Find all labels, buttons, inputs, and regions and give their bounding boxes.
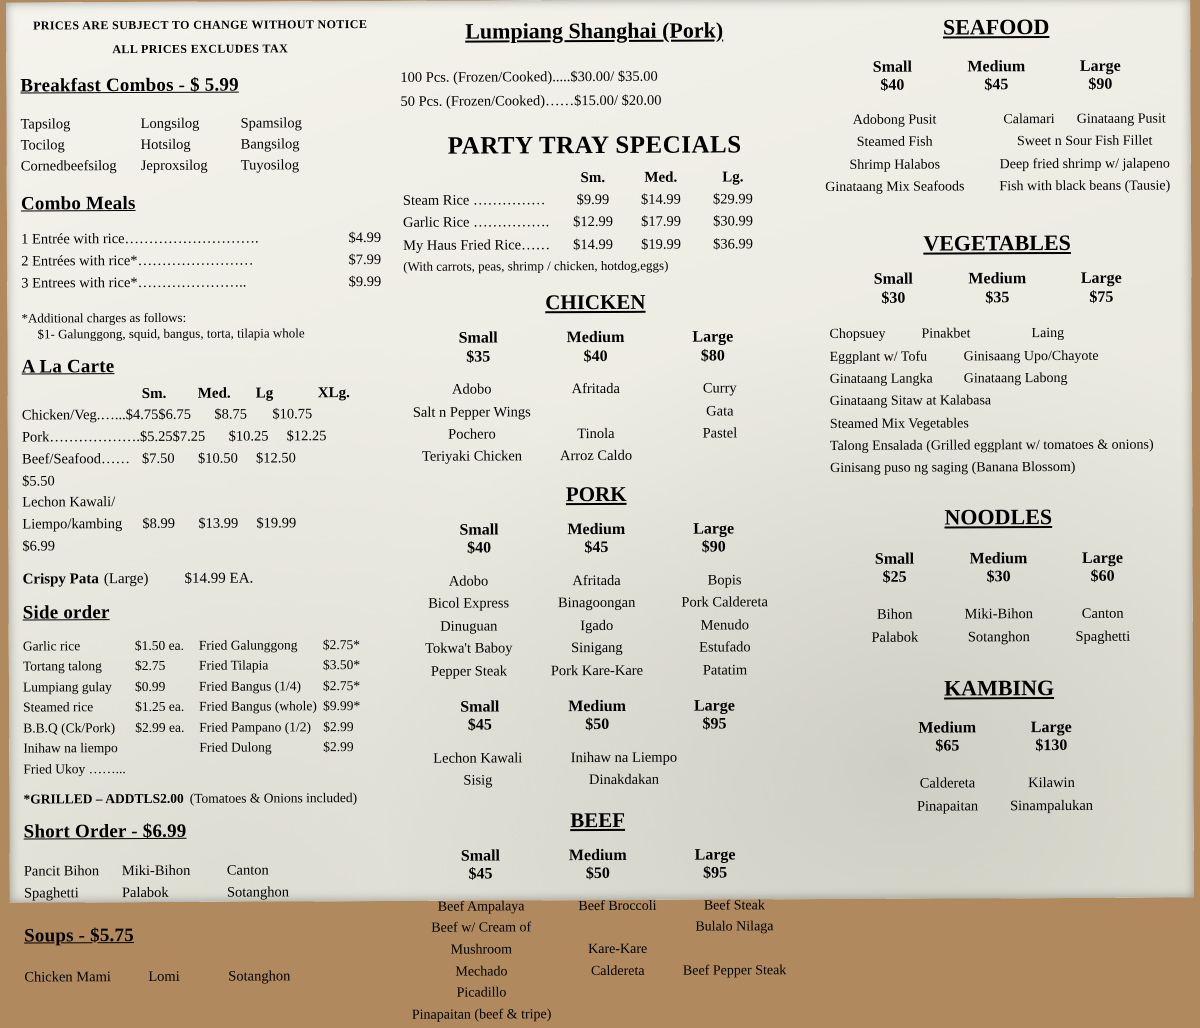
party-med: $17.99 — [625, 211, 697, 234]
breakfast-item: Spamsilog — [241, 113, 381, 135]
chicken-item: Curry — [658, 377, 782, 400]
seafood-size-medium: Medium $45 — [944, 58, 1048, 95]
noodle-item: Bihon — [843, 603, 947, 627]
party-med: $19.99 — [625, 233, 697, 256]
combo-row — [21, 250, 381, 273]
pork-item: Patatim — [661, 659, 789, 682]
chicken-item: Arroz Caldo — [534, 445, 658, 468]
breakfast-item: Hotsilog — [141, 135, 241, 156]
seafood-item: Adobong Pusit — [807, 109, 983, 132]
breakfast-item: Jeproxsilog — [141, 156, 241, 177]
pork-item: Adobo — [405, 570, 533, 593]
seafood-item: Calamari — [1003, 109, 1054, 132]
pork-grilled-item: Dinakdakan — [544, 769, 704, 792]
side-order-price: $2.75* — [323, 676, 360, 697]
side-order-name: Fried Tilapia — [199, 655, 323, 676]
kambing-item: Caldereta — [895, 772, 999, 796]
side-order-name: Fried Dulong — [199, 737, 323, 758]
pork-grilled-item: Sisig — [411, 770, 544, 793]
alacarte-header-xlg: XLg. — [318, 385, 350, 402]
noodle-item: Palabok — [843, 626, 947, 650]
seafood-item: Ginataang Pusit — [1077, 108, 1166, 131]
combo-dots: ………………….. — [138, 272, 247, 294]
kambing-item: Kilawin — [999, 772, 1103, 796]
seafood-item: Fish with black beans (Tausie) — [983, 175, 1187, 198]
side-order-item — [199, 676, 383, 697]
side-order-price: $3.50* — [323, 655, 360, 676]
pork-size-small: Small $40 — [420, 521, 537, 558]
short-order-item: Spaghetti — [24, 883, 122, 905]
side-order-price: $2.75* — [323, 635, 360, 656]
side-order-item — [199, 737, 383, 758]
alacarte-lg: $10.75 — [272, 405, 312, 427]
side-order-name: Lumpiang gulay — [23, 677, 135, 698]
party-header-sm: Sm. — [561, 170, 625, 187]
beef-item: Kare-Kare — [562, 939, 672, 961]
combo-price: $7.99 — [348, 250, 381, 272]
seafood-item: Sweet n Sour Fish Fillet — [983, 131, 1187, 154]
side-order-price: $0.99 — [135, 676, 165, 697]
section-a-la-carte-title: A La Carte — [22, 355, 382, 379]
section-side-order-title: Side order — [23, 600, 383, 624]
alacarte-name: Pork……………….$5.25 — [22, 427, 173, 449]
beef-size-medium: Medium $50 — [539, 847, 656, 884]
vegetable-row: Steamed Mix Vegetables — [830, 412, 1188, 436]
kambing-item: Sinampalukan — [1000, 795, 1104, 819]
combo-price: $4.99 — [348, 228, 381, 250]
alacarte-med: $13.99 — [198, 514, 256, 558]
beef-item: Beef Steak — [673, 895, 796, 917]
party-header-med: Med. — [625, 169, 697, 186]
side-order-name: Tortang talong — [23, 656, 135, 677]
alacarte-name: Beef/Seafood……$5.50 — [22, 449, 142, 493]
beef-size-large: Large $95 — [656, 846, 773, 883]
alacarte-header-sm: Sm. — [142, 386, 198, 403]
pork-item: Bopis — [661, 569, 789, 592]
soup-item: Lomi — [148, 968, 228, 985]
pork-grilled-item: Lechon Kawali — [411, 747, 544, 770]
section-party-tray-title: PARTY TRAY SPECIALS — [395, 131, 795, 161]
short-order-item: Miki-Bihon — [122, 861, 227, 883]
section-seafood-title: SEAFOOD — [806, 13, 1186, 41]
alacarte-row — [22, 513, 382, 558]
pork-grilled-item: Inihaw na Liempo — [544, 746, 704, 769]
side-order-price: $2.99 ea. — [135, 717, 184, 738]
vegetable-item: Ginataang Langka — [830, 368, 964, 391]
side-order-name: Fried Ukoy ……... — [23, 759, 135, 780]
combo-footnote-1: *Additional charges as follows: — [21, 309, 381, 327]
breakfast-item: Bangsilog — [241, 134, 381, 156]
section-soups-title: Soups - $5.75 — [24, 924, 384, 948]
alacarte-med: $8.75 — [214, 405, 272, 427]
breakfast-item: Tocilog — [21, 135, 141, 157]
alacarte-row — [22, 426, 382, 449]
combo-row — [21, 228, 381, 251]
beef-item: Mechado — [400, 961, 562, 983]
side-order-name: Fried Pampano (1/2) — [199, 717, 323, 738]
party-header-lg: Lg. — [697, 169, 769, 186]
pork-item: Binagoongan — [533, 592, 661, 615]
side-order-name: B.B.Q (Ck/Pork) — [23, 718, 135, 739]
kambing-size-medium: Medium $65 — [895, 719, 999, 756]
party-tray-row — [403, 233, 795, 257]
side-order-name: Fried Bangus (1/4) — [199, 676, 323, 697]
party-sm: $9.99 — [561, 189, 625, 212]
vegetable-item: Ginisaang Upo/Chayote — [964, 345, 1099, 368]
side-order-name: Garlic rice — [23, 636, 135, 657]
section-short-order-title: Short Order - $6.99 — [24, 820, 384, 844]
side-order-name: Inihaw na liempo — [23, 738, 135, 759]
menu-column-left — [20, 1, 384, 986]
vegetable-item: Ginataang Labong — [964, 368, 1068, 391]
alacarte-lg: $12.25 — [287, 426, 327, 448]
section-breakfast-combos-title: Breakfast Combos - $ 5.99 — [20, 74, 380, 98]
lumpia-row: 50 Pcs. (Frozen/Cooked)……$15.00/ $20.00 — [400, 89, 794, 115]
chicken-item: Afritada — [534, 378, 658, 401]
beef-item: Pinapaitan (beef & tripe) — [400, 1004, 562, 1026]
section-noodles-title: NOODLES — [808, 503, 1188, 531]
alacarte-sm: $8.99 — [142, 514, 198, 558]
vegetable-row — [829, 323, 1187, 347]
vegetable-item: Eggplant w/ Tofu — [830, 346, 964, 369]
section-beef-title: BEEF — [398, 807, 798, 834]
side-order-price: $9.99* — [323, 696, 360, 717]
alacarte-header-med: Med. — [198, 386, 256, 403]
combo-label: 3 Entrees with rice* — [21, 273, 137, 295]
chicken-item: Pochero — [410, 423, 534, 446]
vegetable-item: Chopsuey — [829, 324, 921, 347]
side-order-item — [199, 717, 383, 738]
beef-size-small: Small $45 — [422, 847, 539, 884]
side-order-price: $1.25 ea. — [135, 697, 184, 718]
party-lg: $30.99 — [697, 211, 769, 234]
vegetable-row — [830, 345, 1188, 369]
alacarte-row — [22, 491, 382, 514]
chicken-size-large: Large $80 — [654, 329, 771, 366]
beef-item: Beef Broccoli — [562, 895, 672, 917]
side-order-item — [23, 738, 199, 759]
party-name: My Haus Fried Rice…… — [403, 234, 561, 257]
party-tray-note: (With carrots, peas, shrimp / chicken, hotdog,eggs) — [403, 257, 795, 275]
side-order-price: $2.99 — [323, 737, 353, 758]
chicken-size-small: Small $35 — [419, 330, 536, 367]
seafood-size-large: Large $90 — [1048, 58, 1152, 95]
pork-item: Afritada — [533, 569, 661, 592]
combo-dots: ………………………. — [125, 229, 259, 251]
soup-item: Chicken Mami — [24, 969, 148, 987]
side-order-name: Fried Galunggong — [199, 635, 323, 656]
beef-item: Picadillo — [400, 982, 562, 1004]
pork-item: Sinigang — [533, 637, 661, 660]
chicken-item: Pastel — [658, 422, 782, 445]
menu-page — [6, 0, 1194, 903]
crispy-pata-size: (Large) — [104, 571, 149, 588]
alacarte-sm: $7.25 — [173, 427, 229, 449]
alacarte-sm: $6.75 — [158, 405, 214, 427]
side-order-item — [199, 634, 383, 655]
combo-label: 1 Entrée with rice — [21, 229, 125, 251]
noodles-size-medium: Medium $30 — [946, 550, 1050, 587]
pork-grilled-size-medium: Medium $50 — [538, 698, 655, 735]
breakfast-item: Tapsilog — [21, 114, 141, 136]
price-notice-line1: PRICES ARE SUBJECT TO CHANGE WITHOUT NOTICE — [20, 17, 380, 34]
section-lumpia-title: Lumpiang Shanghai (Pork) — [394, 17, 794, 45]
beef-item: Beef w/ Cream of Mushroom — [400, 917, 562, 961]
pork-item: Estufado — [661, 636, 789, 659]
side-order-item — [199, 696, 383, 717]
noodle-item: Canton — [1051, 602, 1155, 626]
alacarte-name: Lechon Kawali/ — [22, 492, 142, 514]
noodle-item: Sotanghon — [947, 626, 1051, 650]
pork-item: Igado — [533, 614, 661, 637]
vegetable-item: Pinakbet — [921, 323, 1031, 346]
pork-size-medium: Medium $45 — [538, 521, 655, 558]
side-order-name: Fried Bangus (whole) — [199, 696, 323, 717]
alacarte-lg: $19.99 — [256, 513, 296, 557]
pork-grilled-size-small: Small $45 — [421, 698, 538, 735]
short-order-item: Palabok — [122, 883, 227, 905]
side-order-item — [23, 676, 199, 697]
crispy-pata-price: $14.99 EA. — [184, 570, 253, 587]
party-med: $14.99 — [625, 188, 697, 211]
side-order-item — [23, 656, 199, 677]
chicken-item: Teriyaki Chicken — [410, 446, 534, 469]
chicken-item: Tinola — [534, 423, 658, 446]
soup-item: Sotanghon — [228, 968, 384, 986]
party-name: Garlic Rice ……………. — [403, 211, 561, 234]
alacarte-name: Chicken/Veg.…...$4.75 — [22, 405, 159, 427]
alacarte-row — [22, 404, 382, 427]
side-order-item — [23, 758, 199, 779]
pork-item: Tokwa't Baboy — [405, 637, 533, 660]
seafood-item: Shrimp Halabos — [807, 154, 983, 177]
chicken-item: Adobo — [410, 378, 534, 401]
section-pork-title: PORK — [396, 481, 796, 508]
chicken-item: Salt n Pepper Wings — [410, 401, 534, 424]
short-order-item: Sotanghon — [227, 882, 384, 904]
alacarte-med: $10.50 — [198, 448, 256, 492]
grilled-note-rest: (Tomatoes & Onions included) — [190, 790, 357, 807]
section-kambing-title: KAMBING — [809, 674, 1189, 702]
menu-column-center — [394, 0, 798, 1027]
noodles-size-small: Small $25 — [842, 550, 946, 587]
side-order-name: Steamed rice — [23, 697, 135, 718]
vegetables-size-large: Large $75 — [1049, 270, 1153, 307]
beef-item: Beef Ampalaya — [400, 896, 562, 918]
party-lg: $29.99 — [697, 188, 769, 211]
side-order-item — [23, 635, 199, 656]
alacarte-med: $10.25 — [229, 426, 287, 448]
short-order-item: Canton — [227, 860, 384, 882]
beef-item: Beef Pepper Steak — [673, 960, 796, 982]
party-sm: $12.99 — [561, 211, 625, 234]
vegetable-row: Ginataang Sitaw at Kalabasa — [830, 390, 1188, 414]
alacarte-name: Liempo/kambing $6.99 — [22, 514, 142, 558]
combo-row — [21, 271, 381, 294]
party-name: Steam Rice …………… — [403, 189, 561, 212]
seafood-item: Steamed Fish — [807, 131, 983, 154]
kambing-item: Pinapaitan — [896, 795, 1000, 819]
beef-item: Bulalo Nilaga — [673, 916, 796, 938]
seafood-size-small: Small $40 — [840, 58, 944, 95]
side-order-price: $1.50 ea. — [135, 635, 184, 656]
combo-price: $9.99 — [349, 271, 382, 293]
party-tray-row — [403, 210, 795, 234]
price-notice-line2: ALL PRICES EXCLUDES TAX — [20, 41, 380, 58]
breakfast-item: Longsilog — [141, 114, 241, 135]
noodles-size-large: Large $60 — [1050, 549, 1154, 586]
alacarte-row — [22, 448, 382, 493]
section-combo-meals-title: Combo Meals — [21, 192, 381, 216]
pork-size-large: Large $90 — [655, 520, 772, 557]
side-order-price: $2.99 — [323, 717, 353, 738]
vegetable-row — [830, 367, 1188, 391]
pork-grilled-size-large: Large $95 — [656, 697, 773, 734]
party-tray-row — [403, 188, 795, 212]
short-order-item: Pancit Bihon — [24, 861, 122, 883]
crispy-pata-label: Crispy Pata — [23, 571, 99, 588]
vegetables-size-small: Small $30 — [841, 271, 945, 308]
side-order-item — [23, 717, 199, 738]
party-lg: $36.99 — [697, 233, 769, 256]
menu-column-right — [806, 0, 1190, 819]
pork-item: Menudo — [661, 614, 789, 637]
side-order-price: $2.75 — [135, 656, 165, 677]
section-chicken-title: CHICKEN — [395, 289, 795, 316]
pork-item: Pepper Steak — [405, 660, 533, 683]
vegetable-row: Talong Ensalada (Grilled eggplant w/ tomatoes & onions) — [830, 435, 1188, 459]
breakfast-item: Tuyosilog — [241, 155, 381, 177]
seafood-item: Ginataang Mix Seafoods — [807, 176, 983, 199]
section-vegetables-title: VEGETABLES — [807, 230, 1187, 258]
pork-item: Dinuguan — [405, 615, 533, 638]
alacarte-sm: $7.50 — [142, 449, 198, 493]
combo-footnote-2: $1- Galunggong, squid, bangus, torta, tilapia whole — [37, 325, 381, 343]
pork-item: Pork Kare-Kare — [533, 659, 661, 682]
beef-item: Caldereta — [563, 960, 673, 982]
pork-item: Pork Caldereta — [661, 591, 789, 614]
combo-label: 2 Entrées with rice* — [21, 251, 137, 273]
side-order-item — [23, 697, 199, 718]
noodle-item: Spaghetti — [1051, 625, 1155, 649]
noodle-item: Miki-Bihon — [947, 603, 1051, 627]
combo-dots: …………………… — [138, 250, 254, 272]
kambing-size-large: Large $130 — [999, 719, 1103, 756]
chicken-size-medium: Medium $40 — [537, 329, 654, 366]
vegetable-item: Laing — [1031, 323, 1064, 346]
vegetable-row: Ginisang puso ng saging (Banana Blossom) — [830, 457, 1188, 481]
alacarte-lg: $12.50 — [256, 448, 296, 492]
lumpia-row: 100 Pcs. (Frozen/Cooked).....$30.00/ $35.00 — [400, 65, 794, 91]
grilled-note-bold: *GRILLED – ADDTLS2.00 — [23, 791, 183, 808]
pork-item: Bicol Express — [405, 592, 533, 615]
vegetables-size-medium: Medium $35 — [945, 270, 1049, 307]
chicken-item: Gata — [658, 400, 782, 423]
seafood-item: Deep fried shrimp w/ jalapeno — [983, 153, 1187, 176]
party-sm: $14.99 — [561, 234, 625, 257]
side-order-item — [199, 655, 383, 676]
breakfast-item: Cornedbeefsilog — [21, 156, 141, 178]
alacarte-header-lg: Lg — [256, 386, 318, 403]
